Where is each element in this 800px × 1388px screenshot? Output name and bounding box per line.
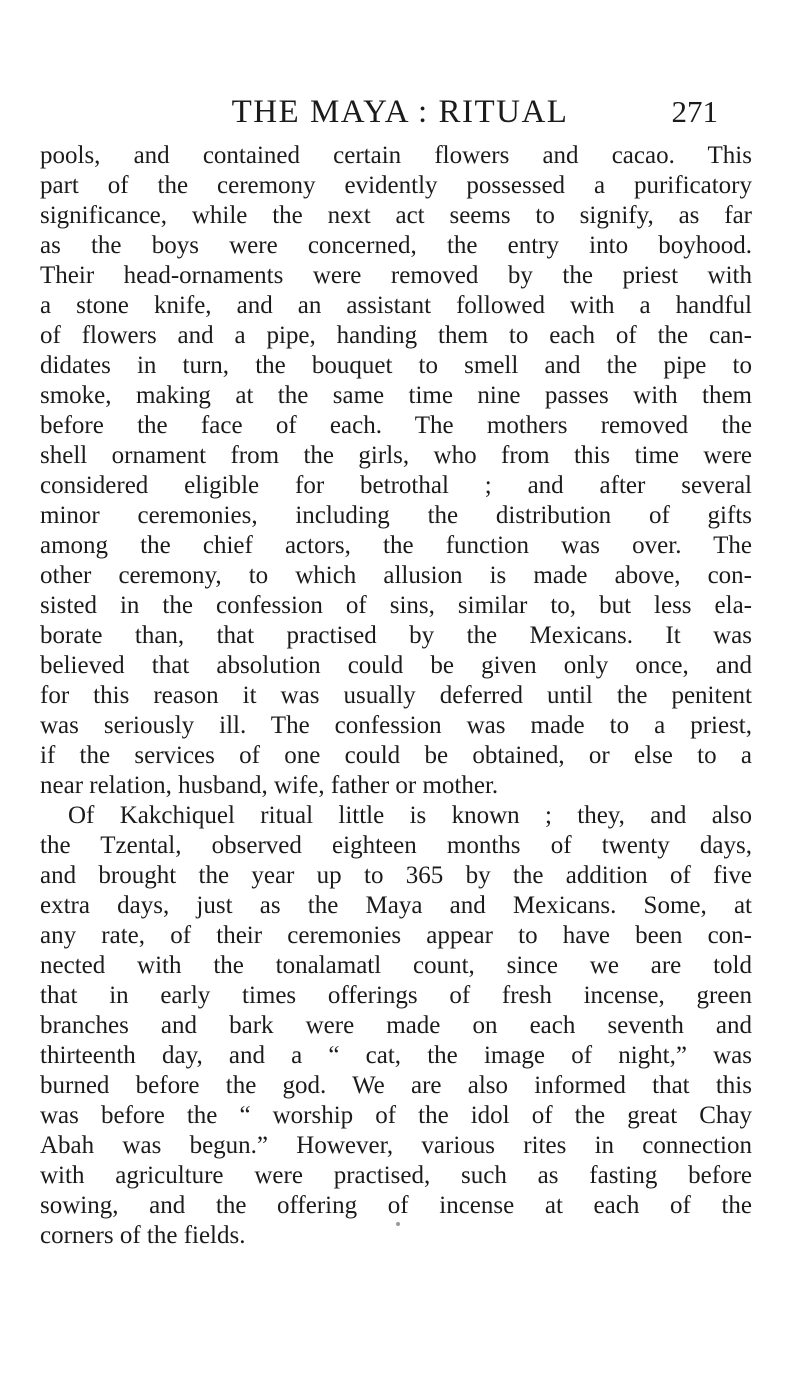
running-head — [0, 92, 800, 132]
text-line: was seriously ill. The confession was made to a priest, — [40, 712, 752, 739]
text-line: pools, and contained certain flowers and cacao. This — [40, 142, 752, 169]
text-line: extra days, just as the Maya and Mexicans. Some, at — [40, 892, 752, 919]
text-line: corners of the fields. — [40, 1222, 246, 1249]
running-title: THE MAYA : RITUAL — [231, 94, 569, 130]
text-line: other ceremony, to which allusion is made above, con- — [40, 562, 752, 589]
text-line: that in early times offerings of fresh incense, green — [40, 982, 752, 1009]
text-line: shell ornament from the girls, who from this time were — [40, 442, 752, 469]
page-speck — [396, 1222, 400, 1226]
text-line: part of the ceremony evidently possessed a purificatory — [40, 172, 752, 199]
text-line: and brought the year up to 365 by the addition of five — [40, 862, 752, 889]
text-line: any rate, of their ceremonies appear to have been con- — [40, 922, 752, 949]
text-line: sisted in the confession of sins, similar to, but less ela- — [40, 592, 752, 619]
text-line: as the boys were concerned, the entry into boyhood. — [40, 232, 752, 259]
text-line: if the services of one could be obtained, or else to a — [40, 742, 752, 769]
text-line: smoke, making at the same time nine passes with them — [40, 382, 752, 409]
text-line: Abah was begun.” However, various rites in connection — [40, 1132, 752, 1159]
text-line: among the chief actors, the function was over. The — [40, 532, 752, 559]
text-line: borate than, that practised by the Mexicans. It was — [40, 622, 752, 649]
text-line: for this reason it was usually deferred until the penitent — [40, 682, 752, 709]
text-line: nected with the tonalamatl count, since we are told — [40, 952, 752, 979]
text-line: before the face of each. The mothers removed the — [40, 412, 752, 439]
text-line: considered eligible for betrothal ; and after several — [40, 472, 752, 499]
text-line: believed that absolution could be given only once, and — [40, 652, 752, 679]
text-line: thirteenth day, and a “ cat, the image of night,” was — [40, 1042, 752, 1069]
text-line: significance, while the next act seems to signify, as far — [40, 202, 752, 229]
text-line: of flowers and a pipe, handing them to each of the can- — [40, 322, 752, 349]
text-line: minor ceremonies, including the distribution of gifts — [40, 502, 752, 529]
text-line: the Tzental, observed eighteen months of twenty days, — [40, 832, 752, 859]
text-line: was before the “ worship of the idol of the great Chay — [40, 1102, 752, 1129]
text-line: a stone knife, and an assistant followed with a handful — [40, 292, 752, 319]
text-line: Of Kakchiquel ritual little is known ; they, and also — [68, 802, 752, 829]
text-line: branches and bark were made on each seventh and — [40, 1012, 752, 1039]
text-line: didates in turn, the bouquet to smell and the pipe to — [40, 352, 752, 379]
page-number: 271 — [671, 94, 718, 129]
text-line: near relation, husband, wife, father or mother. — [40, 772, 499, 799]
text-line: sowing, and the offering of incense at each of the — [40, 1192, 752, 1219]
body-text — [40, 141, 752, 1251]
text-line: with agriculture were practised, such as fasting before — [40, 1162, 752, 1189]
text-line: burned before the god. We are also informed that this — [40, 1072, 752, 1099]
text-line: Their head-ornaments were removed by the priest with — [40, 262, 752, 289]
